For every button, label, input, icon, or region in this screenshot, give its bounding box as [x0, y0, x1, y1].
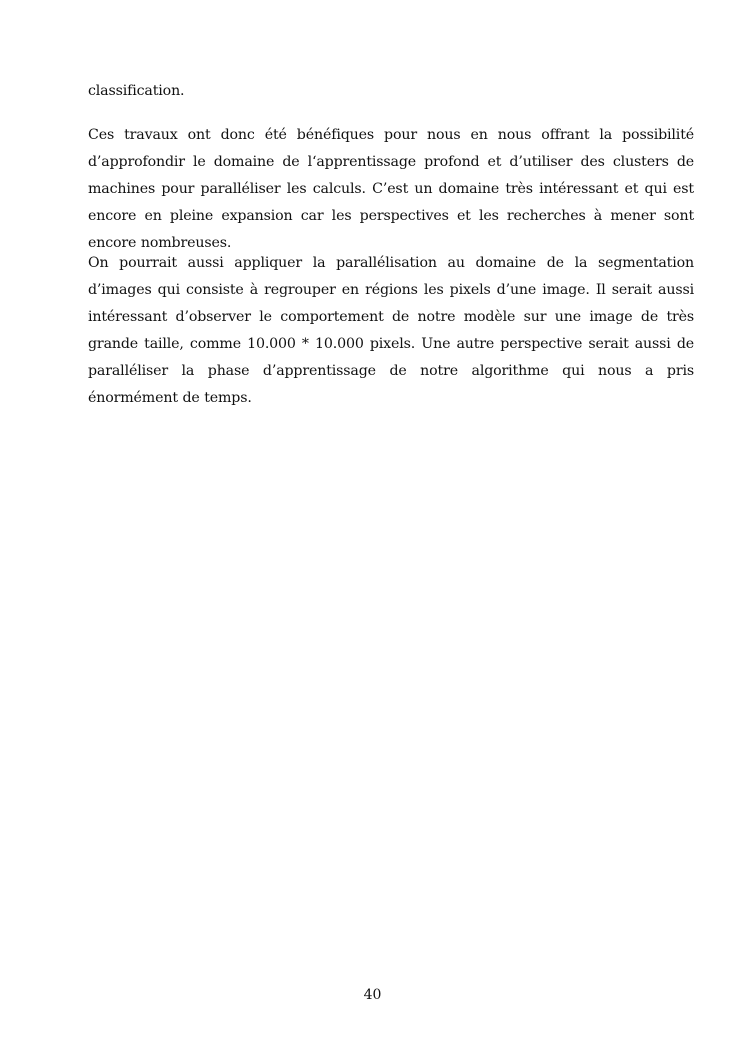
- paragraph-benefits: Ces travaux ont donc été bénéfiques pour nous en nous offrant la possibilité d’approfondir le domaine de l‘apprentissage profond et d’utiliser des clusters de machines pour paralléliser les calculs. C’est un domaine très intéressant et qui est encore en pleine expansion car les perspectives et les recherches à mener sont encore nombreuses.: [88, 127, 694, 251]
- paragraph-continuation: classification.: [88, 83, 185, 99]
- page-number: 40: [363, 987, 382, 1003]
- paragraph-perspectives: On pourrait aussi appliquer la parallélisation au domaine de la segmentation d’images qui consiste à regrouper en régions les pixels d’une image. Il serait aussi intéressant d’observer le comportement de notre modèle sur une image de très grande taille, comme 10.000 * 10.000 pixels. Une autre perspective serait aussi de paralléliser la phase d’apprentissage de notre algorithme qui nous a pris énormément de temps.: [88, 255, 694, 406]
